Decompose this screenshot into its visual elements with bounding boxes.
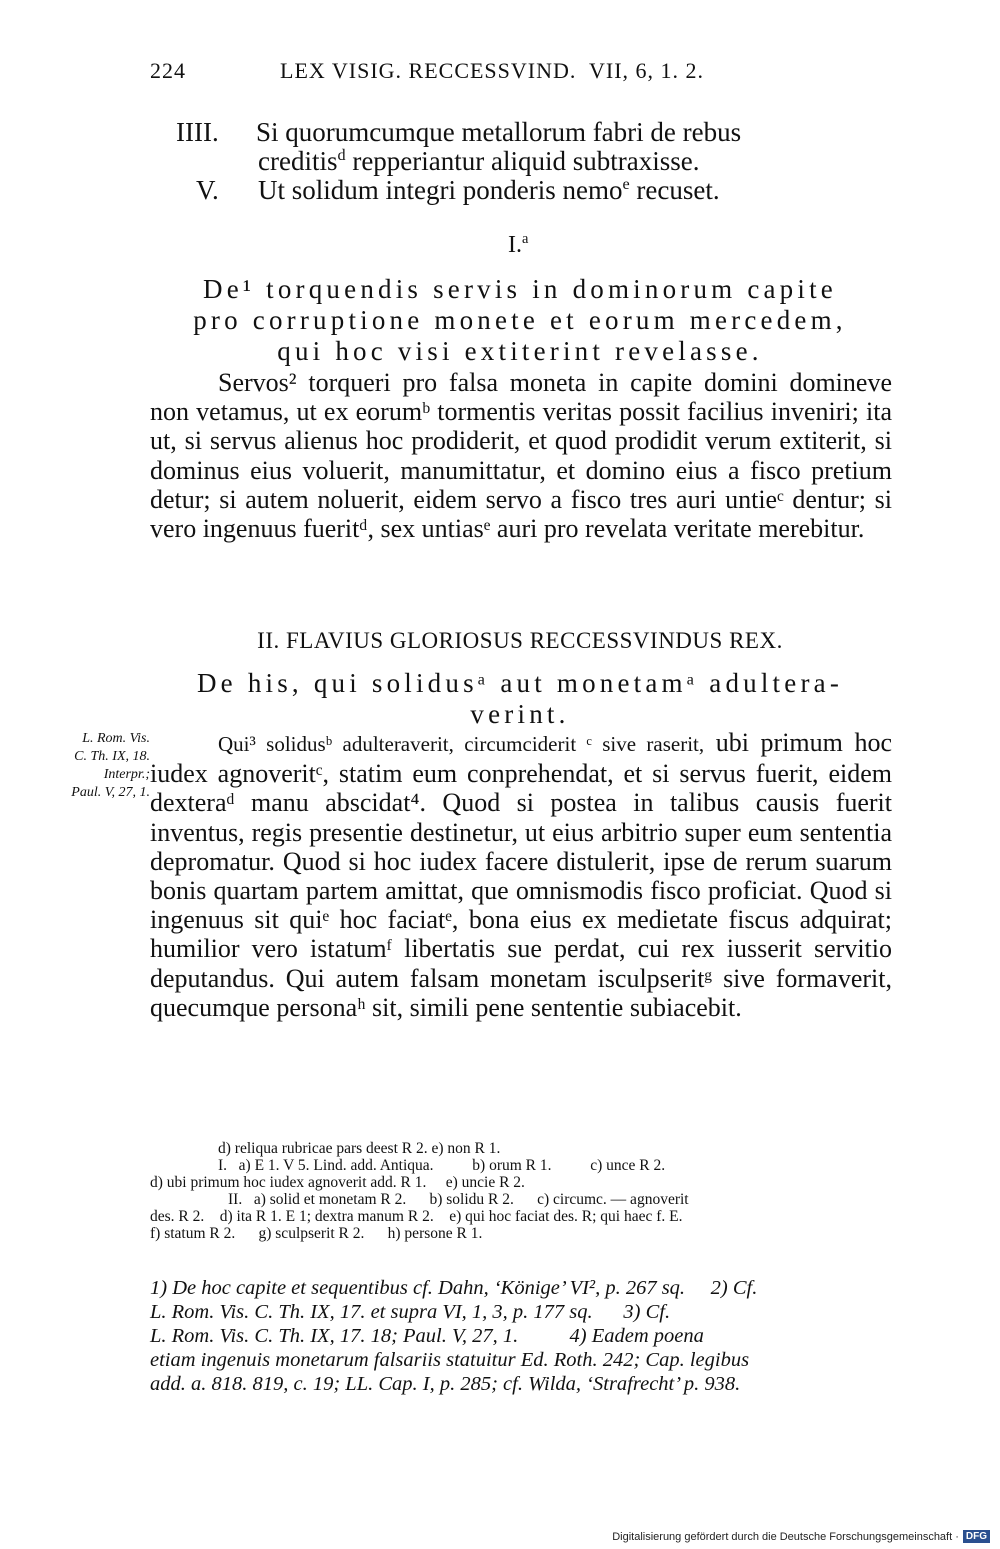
footnote-line: add. a. 818. 819, c. 19; LL. Cap. I, p. 285; cf. Wilda, ‘Strafrecht’ p. 938. <box>150 1373 741 1395</box>
margin-line: Interpr.; <box>103 767 150 782</box>
rubric-line: De¹ torquendis servis in dominorum capite <box>203 274 837 304</box>
margin-line: Paul. V, 27, 1. <box>71 785 150 800</box>
section-number-text: I. <box>508 232 522 258</box>
law-text <box>150 728 892 1022</box>
credit-text: Digitalisierung gefördert durch die Deutsche Forschungsgemeinschaft · <box>612 1530 959 1543</box>
toc-number: IIII. <box>176 117 219 147</box>
section-heading: II. FLAVIUS GLORIOSUS RECCESSVINDUS REX. <box>257 628 783 653</box>
margin-note <box>28 730 150 802</box>
note-line: d) reliqua rubricae pars deest R 2. e) non R 1. <box>218 1140 501 1157</box>
rubric <box>150 668 890 730</box>
note-line: d) ubi primum hoc iudex agnoverit add. R 1. e) uncie R 2. <box>150 1174 525 1191</box>
footnote-line: 1) De hoc capite et sequentibus cf. Dahn, ‘Könige’ VI², p. 267 sq. 2) Cf. <box>150 1277 758 1299</box>
rubric-line: qui hoc visi extiterint revelasse. <box>277 336 763 366</box>
toc-entry <box>176 118 896 176</box>
note-line: II. a) solid et monetam R 2. b) solidu R 2. c) circumc. — agnoverit <box>228 1191 689 1208</box>
rubric-line: De his, qui solidusᵃ aut monetamᵃ adultera- <box>196 668 844 698</box>
note-line: f) statum R 2. g) sculpserit R 2. h) persone R 1. <box>150 1225 483 1242</box>
rubric <box>150 274 890 367</box>
toc-line: Ut solidum integri ponderis nemo <box>258 175 623 205</box>
digitization-credit <box>612 1530 990 1543</box>
toc-line: creditis <box>258 146 338 176</box>
page-number: 224 <box>150 58 186 83</box>
margin-line: C. Th. IX, 18. <box>74 749 150 764</box>
note-line: I. a) E 1. V 5. Lind. add. Antiqua. b) orum R 1. c) unce R 2. <box>218 1157 666 1174</box>
note-marker: d <box>337 146 346 164</box>
footnote-line: etiam ingenuis monetarum falsariis statuitur Ed. Roth. 242; Cap. legibus <box>150 1349 750 1371</box>
section-number <box>508 232 568 259</box>
paragraph: Servos² torqueri pro falsa moneta in capite domini domineve non vetamus, ut ex eorumᵇ tormentis veritas possit facilius inveniri; ita ut, si servus alienus hoc prodiderit, et quod prodidit verum extiterit, si dominus eius voluerit, manumittatur, et domino eius a fisco pretium detur; si autem noluerit, eidem servo a fisco tres auri untieᶜ dentur; si vero ingenuus fueritᵈ, sex untiasᵉ auri pro revelata veritate merebitur. <box>150 368 892 544</box>
paragraph-start: Qui³ solidusᵇ adulteraverit, circumciderit ᶜ sive raserit, <box>218 732 705 756</box>
toc-line: Si quorumcumque metallorum fabri de rebus <box>256 117 742 147</box>
toc-line: recuset. <box>629 175 720 205</box>
footnotes <box>150 1276 892 1396</box>
toc-entry <box>196 176 916 205</box>
note-marker: a <box>522 231 529 247</box>
running-title: LEX VISIG. RECCESSVIND. VII, 6, 1. 2. <box>280 58 705 83</box>
rubric-line: pro corruptione monete et eorum mercedem, <box>193 305 847 335</box>
toc-line: repperiantur aliquid subtraxisse. <box>345 146 700 176</box>
toc-number: V. <box>196 175 219 205</box>
note-marker: e <box>622 175 630 193</box>
law-text <box>150 368 892 543</box>
footnote-line: L. Rom. Vis. C. Th. IX, 17. et supra VI, 1, 3, p. 177 sq. 3) Cf. <box>150 1301 671 1323</box>
footnote-line: L. Rom. Vis. C. Th. IX, 17. 18; Paul. V, 27, 1. 4) Eadem poena <box>150 1325 704 1347</box>
paragraph-rest: ubi primum hoc iudex agnoveritᶜ, statim eum conprehendat, et si servus fuerit, eidem dexteraᵈ manu abscidat⁴. Quod si postea in talibus causis fuerit inventus, regis presentie destinetur, ut eius arbitrio super eum sententia depromatur. Quod si hoc iudex facere distulerit, ipse de rerum suarum bonis quartam partem amittat, que omnismodis fisco proficiat. Quod si ingenuus sit quiᵉ hoc faciatᵉ, bona eius ex medietate fiscus adquirat; humilior vero istatumᶠ libertatis sue perdat, cui rex iusserit servitio deputandus. Qui autem falsam monetam isculpseritᵍ sive formaverit, quecumque personaʰ sit, simili pene sententie subiacebit. <box>150 728 893 1022</box>
paragraph <box>150 728 892 1022</box>
dfg-logo: DFG <box>963 1530 990 1543</box>
critical-apparatus <box>150 1140 895 1242</box>
margin-line: L. Rom. Vis. <box>82 731 150 746</box>
rubric-line: verint. <box>470 699 570 729</box>
note-line: des. R 2. d) ita R 1. E 1; dextra manum R 2. e) qui hoc faciat des. R; qui haec f. E. <box>150 1208 683 1225</box>
